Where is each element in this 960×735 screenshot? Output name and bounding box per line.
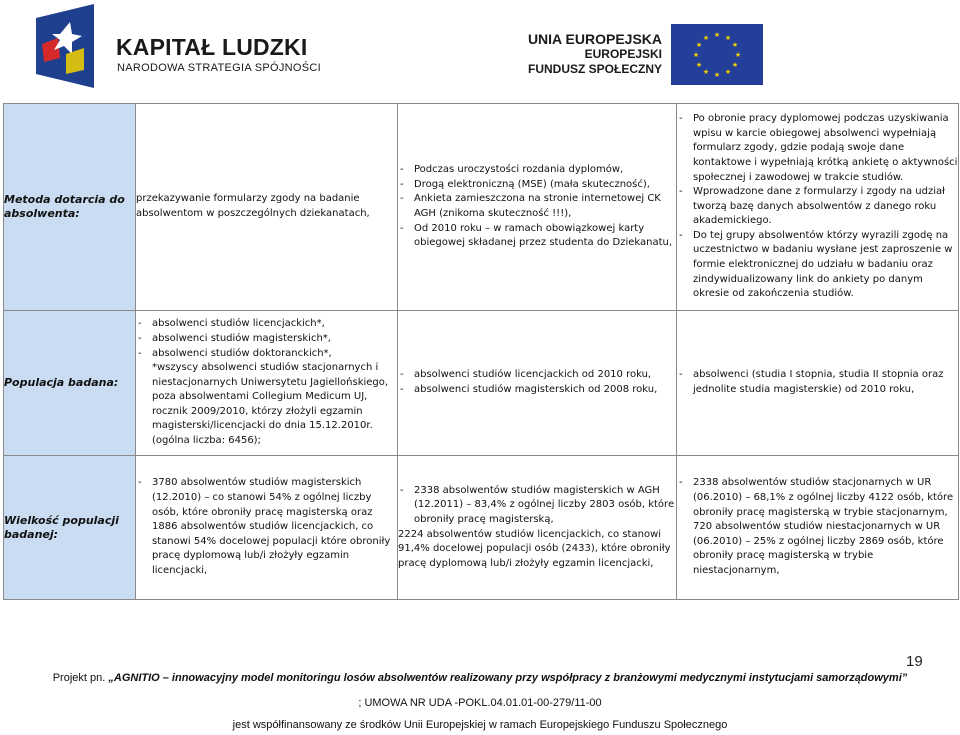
svg-text:★: ★ [702,68,710,76]
table-cell [677,311,959,456]
cell-text: 2224 absolwentów studiów licencjackich, co stanowi 91,4% docelowej populacji osób (2433), które obroniły pracę dyplomową lub/i złożyły egzamin licencjacki, [398,528,671,569]
table-cell [398,456,677,600]
svg-text:★: ★ [695,41,703,49]
comparison-table [3,103,959,600]
list-item: - absolwenci studiów licencjackich*, [136,317,397,332]
table-cell [136,311,398,456]
eu-flag-icon [671,24,763,85]
eu-line1: UNIA EUROPEJSKA [527,31,662,47]
svg-text:★: ★ [731,61,739,69]
svg-text:★: ★ [724,68,732,76]
kapital-ludzki-logo-icon [36,4,94,88]
list-item: - Ankieta zamieszczona na stronie internetowej CK AGH (znikoma skuteczność !!!), [398,192,676,221]
project-name: „AGNITIO – innowacyjny model monitoringu losów absolwentów realizowany przy współpracy z branżowymi medycznymi instytucjami samorządowymi” [108,672,908,684]
cell-text: przekazywanie formularzy zgody na badanie absolwentom w poszczególnych dziekanatach, [136,193,370,219]
svg-text:★: ★ [713,31,721,39]
bullet-list [136,317,397,361]
list-item: - Do tej grupy absolwentów którzy wyrazili zgodę na uczestnictwo w badaniu wysłane jest zaproszenie w formie elektronicznej do udziału w badaniu oraz zindywidualizowany link do ankiety po danym okresie od zakończenia studiów. [677,229,958,302]
list-item: - absolwenci studiów licencjackich od 2010 roku, [398,368,676,383]
table-row [4,456,959,600]
table-cell [677,104,959,311]
project-prefix: Projekt pn. [52,672,106,684]
list-item: - 3780 absolwentów studiów magisterskich (12.2010) – co stanowi 54% z ogólnej liczby osób, które obroniły pracę magisterską oraz 1886 absolwentów studiów licencjackich, co stanowi 54% docelowej populacji które obroniły pracę dyplomową lub/i złożyły egzamin licencjacki, [136,476,397,578]
table-cell [398,104,677,311]
bullet-list [398,163,676,251]
list-item: - Drogą elektroniczną (MSE) (mała skuteczność), [398,178,676,193]
list-item: - absolwenci studiów magisterskich od 2008 roku, [398,383,676,398]
table-cell [398,311,677,456]
kapital-ludzki-subtitle: NARODOWA STRATEGIA SPÓJNOŚCI [117,62,321,74]
row-label: Populacja badana: [4,311,136,456]
bullet-list [136,476,397,578]
footer-funding-line: jest współfinansowany ze środków Unii Europejskiej w ramach Europejskiego Funduszu Społecznego [232,719,728,731]
list-item: - absolwenci studiów magisterskich*, [136,332,397,347]
table-cell [136,104,398,311]
cell-text: 720 absolwentów studiów niestacjonarnych w UR (06.2010) – 25% z ogólnej liczby 2869 osób, które obroniły pracę magisterską w trybie niestacjonarnym, [693,521,944,576]
eu-line3: FUNDUSZ SPOŁECZNY [527,62,662,76]
kapital-ludzki-title: KAPITAŁ LUDZKI [116,34,308,60]
svg-text:★: ★ [713,71,721,79]
row-label: Wielkość populacji badanej: [4,456,136,600]
eu-logo-text [520,32,662,77]
list-item: - Od 2010 roku – w ramach obowiązkowej karty obiegowej składanej przez studenta do Dziekanatu, [398,222,676,251]
footer-project-line [0,672,960,684]
bullet-list [677,368,958,397]
page-number: 19 [906,653,923,670]
svg-text:★: ★ [734,51,742,59]
svg-text:★: ★ [724,34,732,42]
bullet-list [677,476,958,520]
bullet-list [398,484,676,528]
table-row [4,104,959,311]
list-item: - Podczas uroczystości rozdania dyplomów, [398,163,676,178]
list-item: - 2338 absolwentów studiów magisterskich w AGH (12.2011) – 83,4% z ogólnej liczby 2803 osób, które obroniły pracę magisterską, [398,484,676,528]
svg-text:★: ★ [692,51,700,59]
footnote-text: *wszyscy absolwenci studiów stacjonarnych i niestacjonarnych Uniwersytetu Jagiellońskiego, poza absolwentami Collegium Medicum UJ, rocznik 2009/2010, którzy złożyli egzamin magisterski/licencjacki do dnia 15.12.2010r. (ogólna liczba: 6456); [152,362,389,447]
row-label: Metoda dotarcia do absolwenta: [4,104,136,311]
eu-line2: EUROPEJSKI [584,47,662,61]
list-item: - absolwenci (studia I stopnia, studia II stopnia oraz jednolite studia magisterskie) od 2010 roku, [677,368,958,397]
table-cell [136,456,398,600]
bullet-list [677,112,958,302]
page-header [0,0,960,100]
list-item: - 2338 absolwentów studiów stacjonarnych w UR (06.2010) – 68,1% z ogólnej liczby 4122 osób, które obroniły pracę magisterską w trybie stacjonarnym, [677,476,958,520]
list-item: - absolwenci studiów doktoranckich*, [136,347,397,362]
table-row [4,311,959,456]
footer-contract-line: ; UMOWA NR UDA -POKL.04.01.01-00-279/11-00 [358,697,602,709]
bullet-list [398,368,676,397]
list-item: - Wprowadzone dane z formularzy i zgody na udział tworzą bazę danych absolwentów z danego roku akademickiego. [677,185,958,229]
table-cell [677,456,959,600]
svg-text:★: ★ [731,41,739,49]
svg-text:★: ★ [695,61,703,69]
svg-text:★: ★ [702,34,710,42]
list-item: - Po obronie pracy dyplomowej podczas uzyskiwania wpisu w karcie obiegowej absolwenci wypełniają formularz zgody, gdzie podają swoje dane kontaktowe i wypełniają krótką ankietę o aktywności społecznej i zawodowej w trakcie studiów. [677,112,958,185]
